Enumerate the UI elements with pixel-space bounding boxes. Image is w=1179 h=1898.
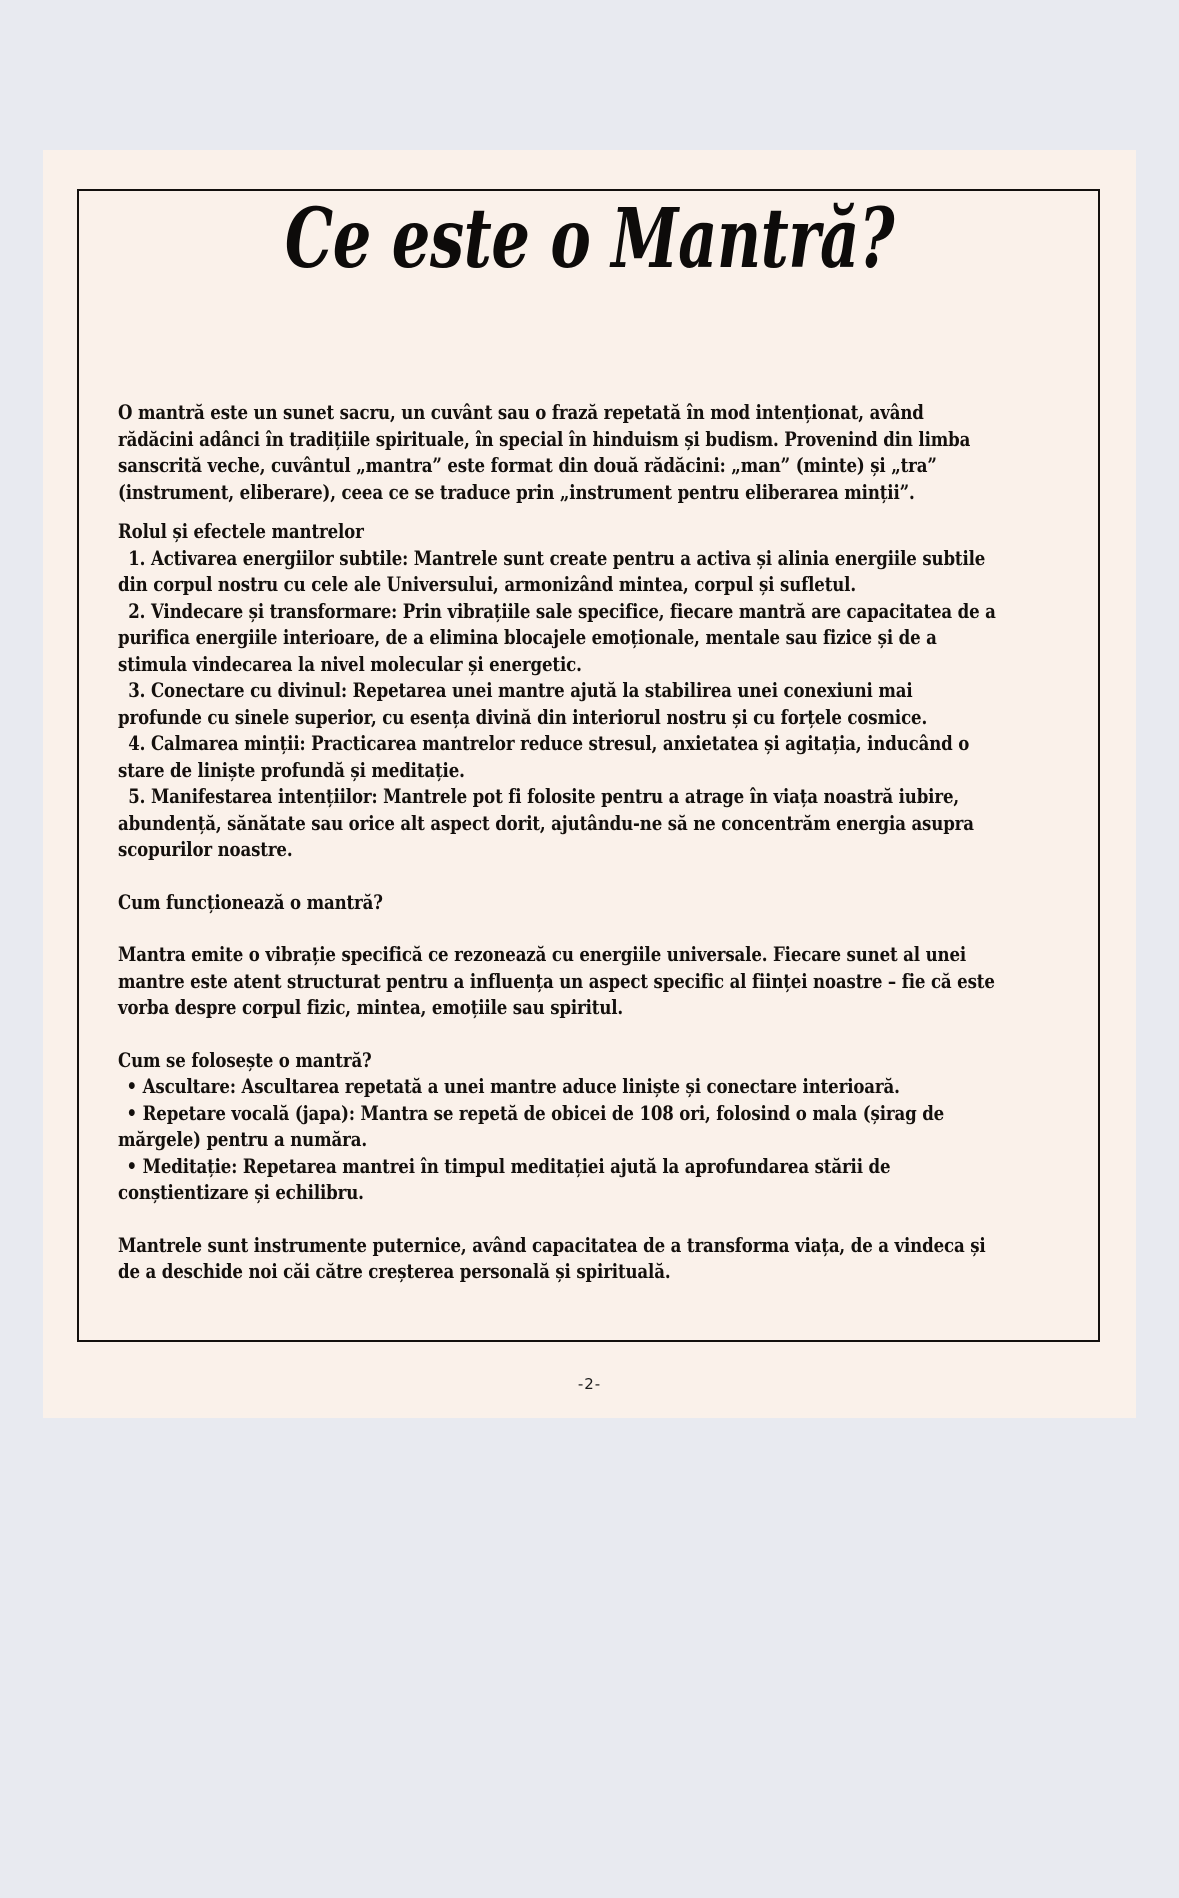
list-item: 5. Manifestarea intențiilor: Mantrele pot fi folosite pentru a atrage în viața noastră iubire, abundență, sănătate sau orice alt aspect dorit, ajutându-ne să ne concentrăm energia asupra scopurilor noastre. [118,785,974,861]
list-item: • Repetare vocală (japa): Mantra se repetă de obicei de 108 ori, folosind o mala (șirag de mărgele) pentru a număra. [118,1101,945,1151]
section-heading-roles: Rolul și efectele mantrelor [118,520,364,543]
list-item: 3. Conectare cu divinul: Repetarea unei mantre ajută la stabilirea unei conexiuni mai profunde cu sinele superior, cu esența divină din interiorul nostru și cu forțele cosmice. [118,679,928,729]
spacer [118,1022,999,1048]
list-item: • Meditație: Repetarea mantrei în timpul meditației ajută la aprofundarea stării de conștientizare și echilibru. [118,1154,891,1204]
intro-paragraph: O mantră este un sunet sacru, un cuvânt sau o frază repetată în mod intenționat, având rădăcini adânci în tradițiile spirituale, în special în hinduism și budism. Provenind din limba sanscrită veche, cuvântul „mantra” este format din două rădăcini: „man” (minte) și „tra” (instrument, eliberare), ceea ce se traduce prin „instrument pentru eliberarea minții”. [118,401,971,504]
list-item: 2. Vindecare și transformare: Prin vibrațiile sale specifice, fiecare mantră are capacitatea de a purifica energiile interioare, de a elimina blocajele emoționale, mentale sau fizice și de a stimula vindecarea la nivel molecular și energetic. [118,599,996,676]
document-content [118,400,998,1286]
list-item: 4. Calmarea minții: Practicarea mantrelor reduce stresul, anxietatea și agitația, inducând o stare de liniște profundă și meditație. [118,732,970,782]
how-works-paragraph: Mantra emite o vibrație specifică ce rezonează cu energiile universale. Fiecare sunet al unei mantre este atent structurat pentru a influența un aspect specific al ființei noastre – fie că este vorba despre corpul fizic, mintea, emoțiile sau spiritul. [118,943,995,1019]
spacer [118,864,999,890]
spacer [118,916,999,942]
spacer [118,1207,999,1233]
section-heading-how-works: Cum funcționează o mantră? [118,890,383,914]
page-title: Ce este o Mantră? [284,191,895,287]
roles-list [118,546,999,864]
list-item: • Ascultare: Ascultarea repetată a unei mantre aduce liniște și conectare interioară. [126,1075,900,1098]
page-sheet [43,150,1136,1418]
spacer [118,506,999,519]
how-to-use-list [118,1074,999,1207]
section-heading-how-to-use: Cum se folosește o mantră? [118,1048,372,1072]
closing-paragraph: Mantrele sunt instrumente puternice, având capacitatea de a transforma viața, de a vindeca și de a deschide noi căi către creșterea personală și spirituală. [118,1233,986,1283]
list-item: 1. Activarea energiilor subtile: Mantrele sunt create pentru a activa și alinia energiile subtile din corpul nostru cu cele ale Universului, armonizând mintea, corpul și sufletul. [118,546,986,596]
page-number: -2- [577,1375,602,1393]
